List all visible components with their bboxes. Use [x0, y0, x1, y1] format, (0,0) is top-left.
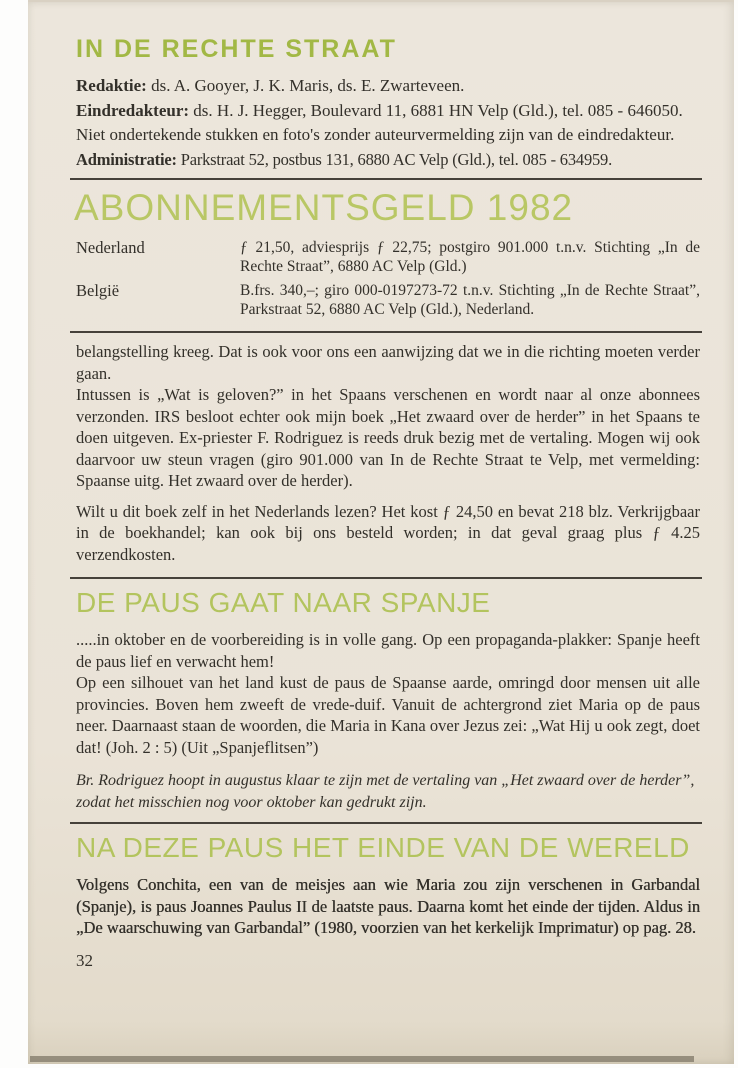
- table-row: [76, 238, 700, 276]
- paragraph: Volgens Conchita, een van de meisjes aan wie Maria zou zijn verschenen in Garbandal (Spanje), is paus Joannes Paulus II de laatste paus. Daarna komt het einde der tijden. Aldus in „De waarschuwing van Garbandal” (1980, voorzien van het kerkelijk Imprimatur) op pag. 28.: [76, 875, 700, 937]
- masthead-text: Niet ondertekende stukken en foto's zonder auteurvermelding zijn van de eindredakteur.: [76, 125, 675, 144]
- divider: [70, 331, 702, 333]
- masthead-line-eindredakteur: [76, 100, 700, 123]
- masthead-text: ds. A. Gooyer, J. K. Maris, ds. E. Zwarteveen.: [151, 76, 465, 95]
- masthead-line-disclaimer: [76, 124, 700, 147]
- masthead-text: Parkstraat 52, postbus 131, 6880 AC Velp (Gld.), tel. 085 - 634959.: [180, 149, 613, 169]
- page-number: 32: [76, 950, 93, 970]
- article-intro: [76, 341, 700, 565]
- table-row: [76, 281, 700, 319]
- subscription-details: B.frs. 340,–; giro 000-0197273-72 t.n.v. Stichting „In de Rechte Straat”, Parkstraat 52, 6880 AC Velp (Gld.), Nederland.: [240, 282, 700, 318]
- country-label: Nederland: [76, 238, 145, 257]
- page-content: [76, 36, 700, 971]
- masthead-line-redaktie: [76, 75, 700, 98]
- page-bottom-shadow: [30, 1056, 694, 1062]
- divider: [70, 822, 702, 824]
- paragraph: .....in oktober en de voorbereiding is in volle gang. Op een propaganda-plakker: Spanje heeft de paus lief en verwacht hem!: [76, 630, 700, 671]
- masthead-label: Redaktie:: [76, 76, 147, 95]
- masthead-line-administratie: [76, 149, 700, 172]
- masthead-title: IN DE RECHTE STRAAT: [76, 35, 397, 63]
- subscription-table: [76, 238, 700, 319]
- paragraph: Intussen is „Wat is geloven?” in het Spaans verschenen en wordt naar al onze abonnees verzonden. IRS besloot echter ook mijn boek „Het zwaard over de herder” in het Spaans te doen uitgeven. Ex-priester F. Rodriguez is reeds druk bezig met de vertaling. Mogen wij ook daarvoor uw steun vragen (giro 901.000 van In de Rechte Straat te Velp, met vermelding: Spaanse uitg. Het zwaard over de herder).: [76, 385, 700, 490]
- section-einde-wereld: [76, 832, 700, 939]
- masthead-label: Administratie:: [76, 149, 177, 169]
- masthead-label: Eindredakteur:: [76, 100, 190, 120]
- divider: [70, 178, 702, 180]
- divider: [70, 577, 702, 579]
- section-title: NA DEZE PAUS HET EINDE VAN DE WERELD: [76, 832, 690, 863]
- paragraph: belangstelling kreeg. Dat is ook voor ons een aanwijzing dat we in die richting moeten verder gaan.: [76, 342, 700, 383]
- section-title: DE PAUS GAAT NAAR SPANJE: [76, 587, 491, 618]
- editor-note: Br. Rodriguez hoopt in augustus klaar te zijn met de vertaling van „Het zwaard over de herder”, zodat het misschien nog voor oktober kan gedrukt zijn.: [76, 772, 695, 811]
- paragraph: Op een silhouet van het land kust de paus de Spaanse aarde, omringd door mensen uit alle provincies. Boven hem zweeft de vrede-duif. Vanuit de achtergrond ziet Maria op de paus neer. Daarnaast staan de woorden, die Maria in Kana over Jezus zei: „Wat Hij u ook zegt, doet dat! (Joh. 2 : 5) (Uit „Spanjeflitsen”): [76, 673, 700, 757]
- magazine-page: [28, 0, 734, 1064]
- masthead-text: ds. H. J. Hegger, Boulevard 11, 6881 HN Velp (Gld.), tel. 085 - 646050.: [193, 100, 683, 120]
- masthead: [76, 36, 700, 171]
- subscription-title: ABONNEMENTSGELD 1982: [74, 187, 574, 228]
- country-label: België: [76, 281, 120, 300]
- section-paus-spanje: [76, 587, 700, 814]
- subscription-section: [76, 188, 700, 319]
- subscription-details: ƒ 21,50, adviesprijs ƒ 22,75; postgiro 901.000 t.n.v. Stichting „In de Rechte Straat”, 6880 AC Velp (Gld.): [240, 239, 700, 275]
- paragraph: Wilt u dit boek zelf in het Nederlands lezen? Het kost ƒ 24,50 en bevat 218 blz. Verkrijgbaar in de boekhandel; kan ook bij ons besteld worden; in dat geval graag plus ƒ 4.25 verzendkosten.: [76, 501, 700, 564]
